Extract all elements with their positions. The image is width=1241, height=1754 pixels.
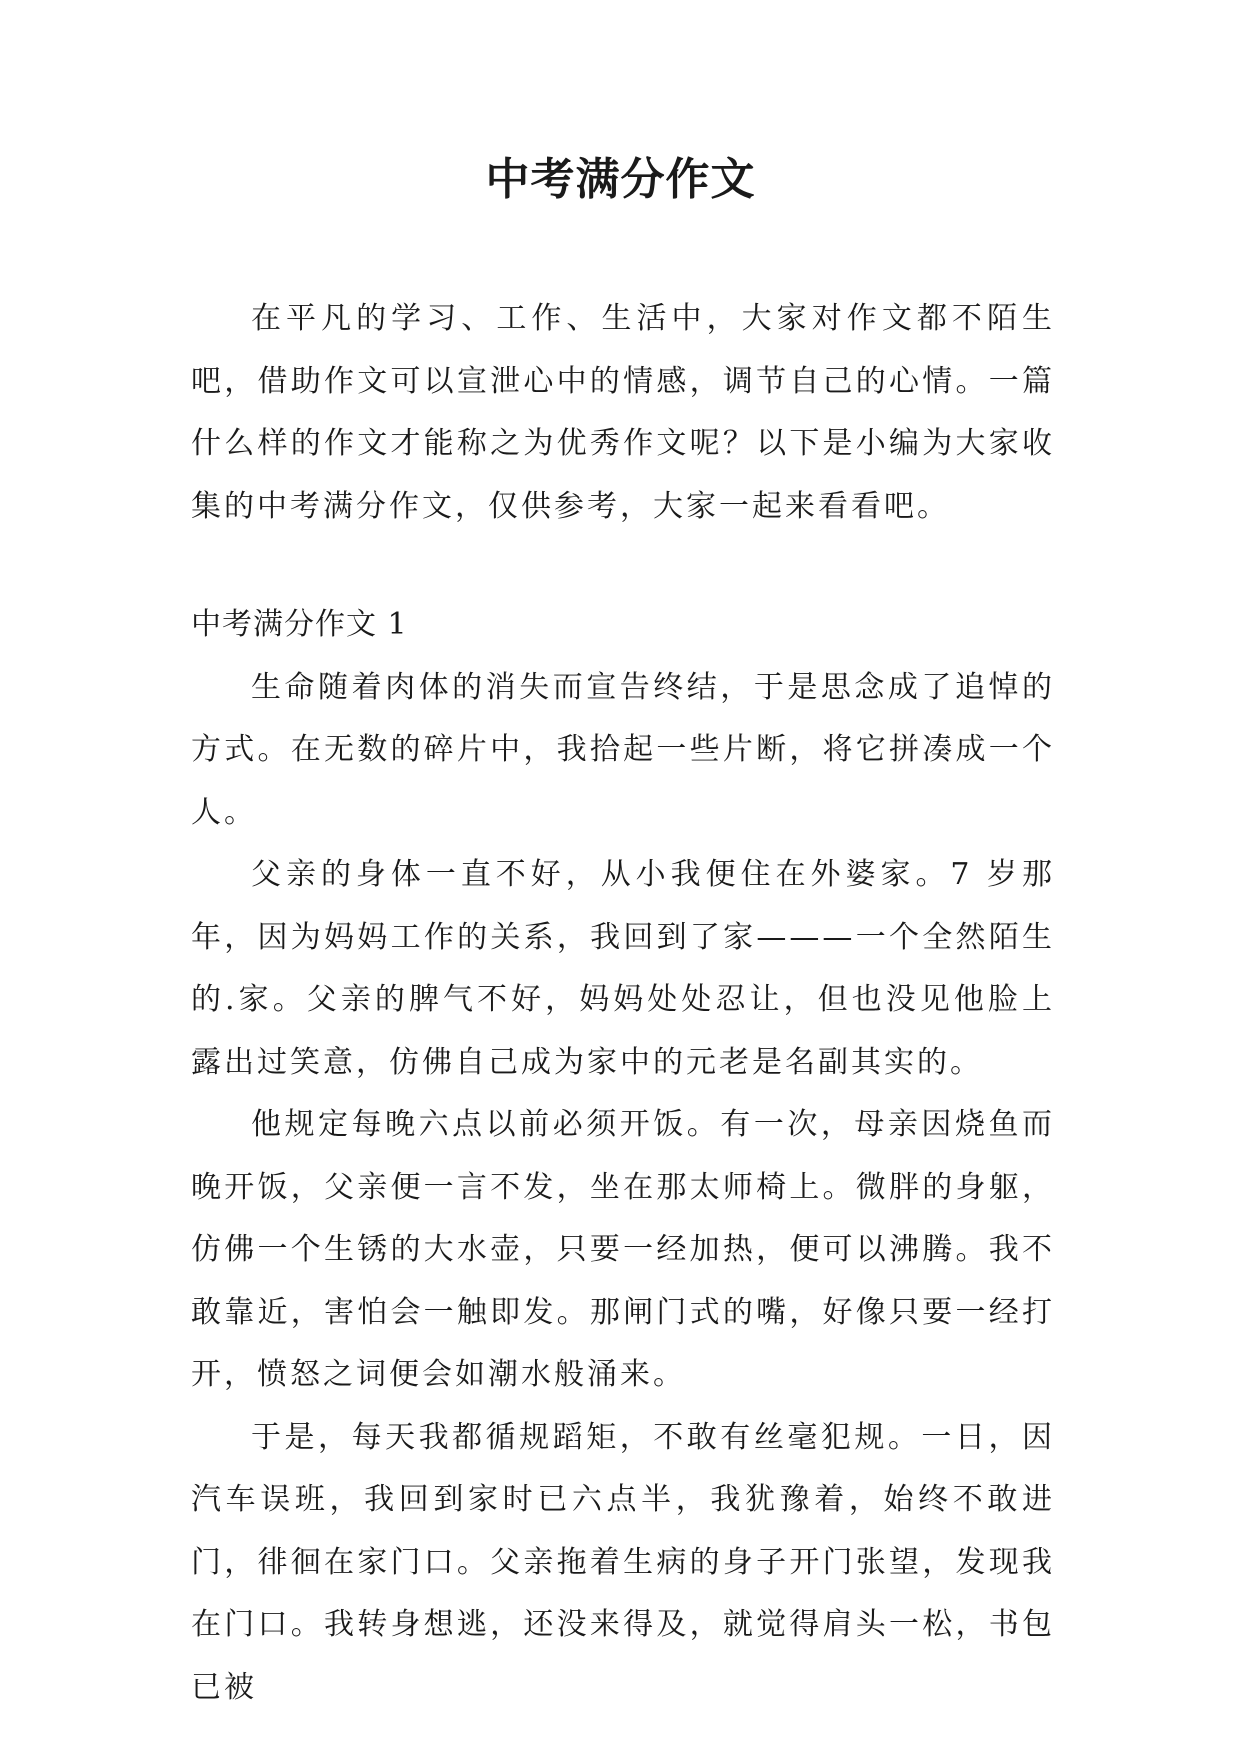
intro-paragraph: 在平凡的学习、工作、生活中，大家对作文都不陌生吧，借助作文可以宣泄心中的情感，调节自己的心情。一篇什么样的作文才能称之为优秀作文呢？以下是小编为大家收集的中考满分作文，仅供参考，大家一起来看看吧。 — [191, 301, 1055, 524]
body-paragraph: 于是，每天我都循规蹈矩，不敢有丝毫犯规。一日，因汽车误班，我回到家时已六点半，我犹豫着，始终不敢进门，徘徊在家门口。父亲拖着生病的身子开门张望，发现我在门口。我转身想逃，还没来得及，就觉得肩头一松，书包已被 — [191, 1419, 1055, 1705]
section-spacer — [191, 538, 1055, 594]
document-body — [191, 288, 1055, 1719]
body-paragraph: 他规定每晚六点以前必须开饭。有一次，母亲因烧鱼而晚开饭，父亲便一言不发，坐在那太师椅上。微胖的身躯，仿佛一个生锈的大水壶，只要一经加热，便可以沸腾。我不敢靠近，害怕会一触即发。那闸门式的嘴，好像只要一经打开，愤怒之词便会如潮水般涌来。 — [191, 1107, 1055, 1392]
body-paragraph: 生命随着肉体的消失而宣告终结，于是思念成了追悼的方式。在无数的碎片中，我拾起一些片断，将它拼凑成一个人。 — [191, 669, 1055, 830]
section-heading: 中考满分作文 1 — [191, 607, 408, 642]
body-paragraph: 父亲的身体一直不好，从小我便住在外婆家。7 岁那年，因为妈妈工作的关系，我回到了家———一个全然陌生的.家。父亲的脾气不好，妈妈处处忍让，但也没见他脸上露出过笑意，仿佛自己成为家中的元老是名副其实的。 — [191, 857, 1055, 1080]
page-title: 中考满分作文 — [485, 154, 756, 205]
